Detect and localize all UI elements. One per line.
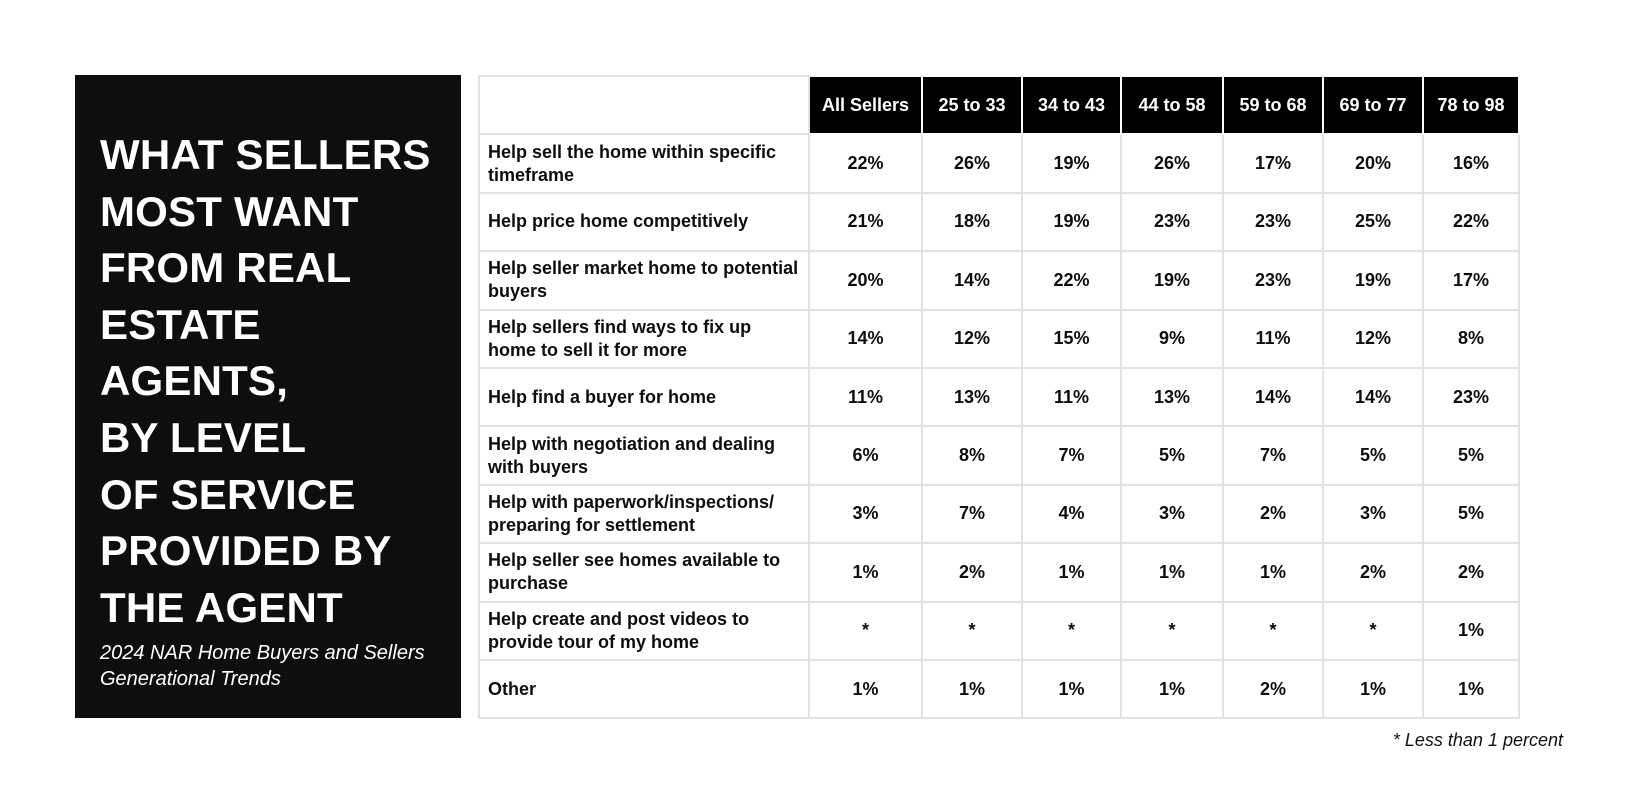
value-cell: 22%	[1423, 193, 1519, 251]
data-table-wrapper	[478, 75, 1520, 719]
value-cell: 1%	[922, 660, 1022, 718]
value-cell: 25%	[1323, 193, 1423, 251]
value-cell: 6%	[809, 426, 922, 484]
value-cell: 3%	[1323, 485, 1423, 543]
value-cell: 11%	[1022, 368, 1121, 426]
value-cell: 13%	[1121, 368, 1223, 426]
value-cell: 13%	[922, 368, 1022, 426]
value-cell: 20%	[809, 251, 922, 309]
row-label: Help sellers find ways to fix up home to sell it for more	[479, 310, 809, 368]
table-row	[479, 310, 1519, 368]
value-cell: 14%	[922, 251, 1022, 309]
value-cell: 12%	[1323, 310, 1423, 368]
value-cell: 18%	[922, 193, 1022, 251]
value-cell: 1%	[1022, 660, 1121, 718]
value-cell: *	[809, 602, 922, 660]
row-label: Help sell the home within specific timeframe	[479, 134, 809, 192]
table-row	[479, 543, 1519, 601]
footnote: * Less than 1 percent	[1392, 730, 1563, 750]
value-cell: 19%	[1121, 251, 1223, 309]
value-cell: 11%	[1223, 310, 1323, 368]
table-row	[479, 193, 1519, 251]
value-cell: 7%	[1022, 426, 1121, 484]
value-cell: 15%	[1022, 310, 1121, 368]
page-title: WHAT SELLERS MOST WANT FROM REAL ESTATE AGENTS, BY LEVEL OF SERVICE PROVIDED BY THE AGENT	[100, 131, 431, 631]
column-header: 44 to 58	[1121, 76, 1223, 134]
table-body	[479, 134, 1519, 718]
value-cell: 19%	[1022, 193, 1121, 251]
value-cell: 11%	[809, 368, 922, 426]
value-cell: 17%	[1423, 251, 1519, 309]
value-cell: *	[922, 602, 1022, 660]
value-cell: 26%	[1121, 134, 1223, 192]
value-cell: 23%	[1423, 368, 1519, 426]
value-cell: 1%	[1423, 660, 1519, 718]
row-label: Help with paperwork/inspections/ preparing for settlement	[479, 485, 809, 543]
row-label: Other	[479, 660, 809, 718]
value-cell: 1%	[1223, 543, 1323, 601]
value-cell: 1%	[1323, 660, 1423, 718]
value-cell: 1%	[1022, 543, 1121, 601]
value-cell: 22%	[809, 134, 922, 192]
value-cell: 8%	[922, 426, 1022, 484]
value-cell: 2%	[1323, 543, 1423, 601]
table-row	[479, 602, 1519, 660]
value-cell: 1%	[1121, 660, 1223, 718]
value-cell: 21%	[809, 193, 922, 251]
value-cell: 23%	[1121, 193, 1223, 251]
value-cell: 17%	[1223, 134, 1323, 192]
title-panel	[75, 75, 461, 718]
table-row	[479, 485, 1519, 543]
row-label: Help price home competitively	[479, 193, 809, 251]
value-cell: 2%	[1223, 485, 1323, 543]
value-cell: 26%	[922, 134, 1022, 192]
value-cell: 16%	[1423, 134, 1519, 192]
value-cell: 7%	[922, 485, 1022, 543]
table-row	[479, 426, 1519, 484]
value-cell: 12%	[922, 310, 1022, 368]
value-cell: 9%	[1121, 310, 1223, 368]
value-cell: 5%	[1423, 426, 1519, 484]
value-cell: 8%	[1423, 310, 1519, 368]
value-cell: 14%	[1323, 368, 1423, 426]
value-cell: 3%	[809, 485, 922, 543]
value-cell: 2%	[1223, 660, 1323, 718]
column-header: 34 to 43	[1022, 76, 1121, 134]
value-cell: 23%	[1223, 251, 1323, 309]
data-table	[478, 75, 1520, 719]
column-header: 69 to 77	[1323, 76, 1423, 134]
value-cell: 1%	[809, 543, 922, 601]
table-row	[479, 134, 1519, 192]
value-cell: 2%	[922, 543, 1022, 601]
value-cell: 5%	[1121, 426, 1223, 484]
value-cell: *	[1022, 602, 1121, 660]
row-label: Help seller see homes available to purchase	[479, 543, 809, 601]
row-label: Help seller market home to potential buyers	[479, 251, 809, 309]
table-row	[479, 251, 1519, 309]
header-corner-cell	[479, 76, 809, 134]
value-cell: 1%	[1423, 602, 1519, 660]
value-cell: 19%	[1022, 134, 1121, 192]
column-header: 59 to 68	[1223, 76, 1323, 134]
value-cell: 2%	[1423, 543, 1519, 601]
row-label: Help find a buyer for home	[479, 368, 809, 426]
value-cell: *	[1223, 602, 1323, 660]
value-cell: *	[1323, 602, 1423, 660]
table-row	[479, 368, 1519, 426]
value-cell: 7%	[1223, 426, 1323, 484]
value-cell: 19%	[1323, 251, 1423, 309]
value-cell: 1%	[809, 660, 922, 718]
header-row	[479, 76, 1519, 134]
value-cell: 14%	[809, 310, 922, 368]
value-cell: 22%	[1022, 251, 1121, 309]
value-cell: 3%	[1121, 485, 1223, 543]
value-cell: 20%	[1323, 134, 1423, 192]
column-header: 78 to 98	[1423, 76, 1519, 134]
source-citation: 2024 NAR Home Buyers and Sellers Generational Trends	[100, 642, 425, 690]
value-cell: 1%	[1121, 543, 1223, 601]
value-cell: 23%	[1223, 193, 1323, 251]
row-label: Help create and post videos to provide tour of my home	[479, 602, 809, 660]
row-label: Help with negotiation and dealing with buyers	[479, 426, 809, 484]
column-header: All Sellers	[809, 76, 922, 134]
value-cell: *	[1121, 602, 1223, 660]
value-cell: 4%	[1022, 485, 1121, 543]
column-header: 25 to 33	[922, 76, 1022, 134]
value-cell: 5%	[1423, 485, 1519, 543]
table-row	[479, 660, 1519, 718]
value-cell: 5%	[1323, 426, 1423, 484]
value-cell: 14%	[1223, 368, 1323, 426]
